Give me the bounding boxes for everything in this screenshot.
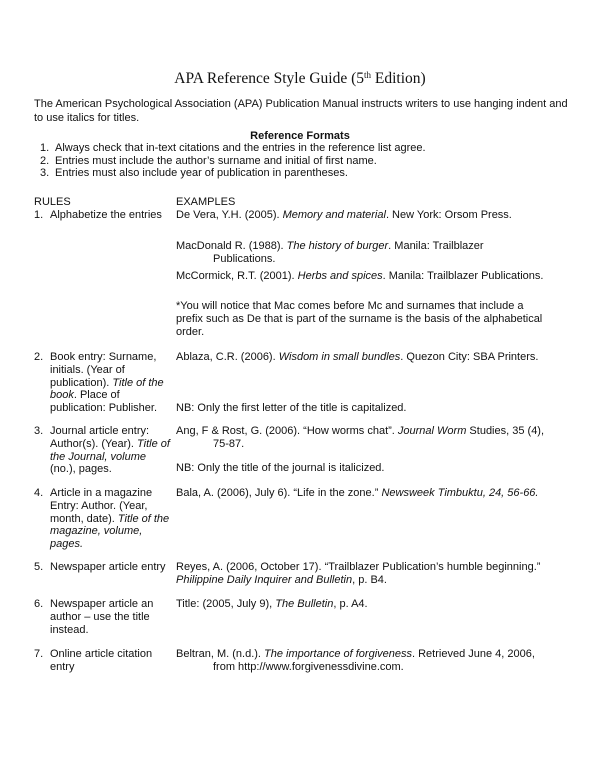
- intro-paragraph: The American Psychological Association (APA) Publication Manual instructs writers to use hanging indent and to use italics for titles.: [34, 98, 568, 124]
- page-title: APA Reference Style Guide (5th Edition): [174, 70, 426, 87]
- rule-item: 5. Newspaper article entry: [34, 561, 166, 573]
- formats-heading: Reference Formats: [250, 130, 350, 142]
- example-entry: McCormick, R.T. (2001). Herbs and spices. Manila: Trailblazer Publications.: [176, 270, 544, 282]
- rule-item: 6. Newspaper article an author – use the title instead.: [34, 598, 154, 636]
- example-note: NB: Only the title of the journal is italicized.: [176, 462, 385, 474]
- rule-item: 4. Article in a magazine Entry: Author. (Year, month, date). Title of the magazine, volume, pages.: [34, 487, 170, 551]
- rule-item: 3. Journal article entry: Author(s). (Year). Title of the Journal, volume (no.), pages.: [34, 425, 170, 476]
- example-entry: De Vera, Y.H. (2005). Memory and material. New York: Orsom Press.: [176, 209, 512, 221]
- examples-column-heading: EXAMPLES: [176, 196, 236, 208]
- example-note: *You will notice that Mac comes before Mc and surnames that include a prefix such as De that is part of the surname is the basis of the alphabetical order.: [176, 300, 543, 338]
- example-entry: Bala, A. (2006), July 6). “Life in the zone.” Newsweek Timbuktu, 24, 56-66.: [176, 487, 539, 499]
- example-note: NB: Only the first letter of the title is capitalized.: [176, 402, 407, 414]
- example-entry: MacDonald R. (1988). The history of burger. Manila: Trailblazer Publications.: [176, 240, 484, 265]
- example-entry: Title: (2005, July 9), The Bulletin, p. A4.: [176, 598, 368, 610]
- rule-item: 1. Alphabetize the entries: [34, 209, 162, 221]
- format-item: 2. Entries must include the author’s surname and initial of first name.: [40, 154, 377, 167]
- example-entry: Ablaza, C.R. (2006). Wisdom in small bundles. Quezon City: SBA Printers.: [176, 351, 539, 363]
- format-item: 3. Entries must also include year of publication in parentheses.: [40, 167, 348, 179]
- format-item: 1. Always check that in-text citations and the entries in the reference list agree.: [40, 142, 426, 154]
- example-entry: Beltran, M. (n.d.). The importance of forgiveness. Retrieved June 4, 2006, from http://www.forgivenessdivine.com.: [176, 648, 535, 673]
- rule-item: 2. Book entry: Surname, initials. (Year of publication). Title of the book. Place of publication: Publisher.: [34, 351, 164, 415]
- example-entry: Reyes, A. (2006, October 17). “Trailblazer Publication’s humble beginning.” Philippine Daily Inquirer and Bulletin, p. B4.: [176, 561, 541, 586]
- formats-list: [40, 142, 426, 180]
- example-entry: Ang, F & Rost, G. (2006). “How worms chat”. Journal Worm Studies, 35 (4), 75-87.: [176, 425, 545, 450]
- rule-item: 7. Online article citation entry: [34, 648, 153, 673]
- rules-column-heading: RULES: [34, 196, 71, 208]
